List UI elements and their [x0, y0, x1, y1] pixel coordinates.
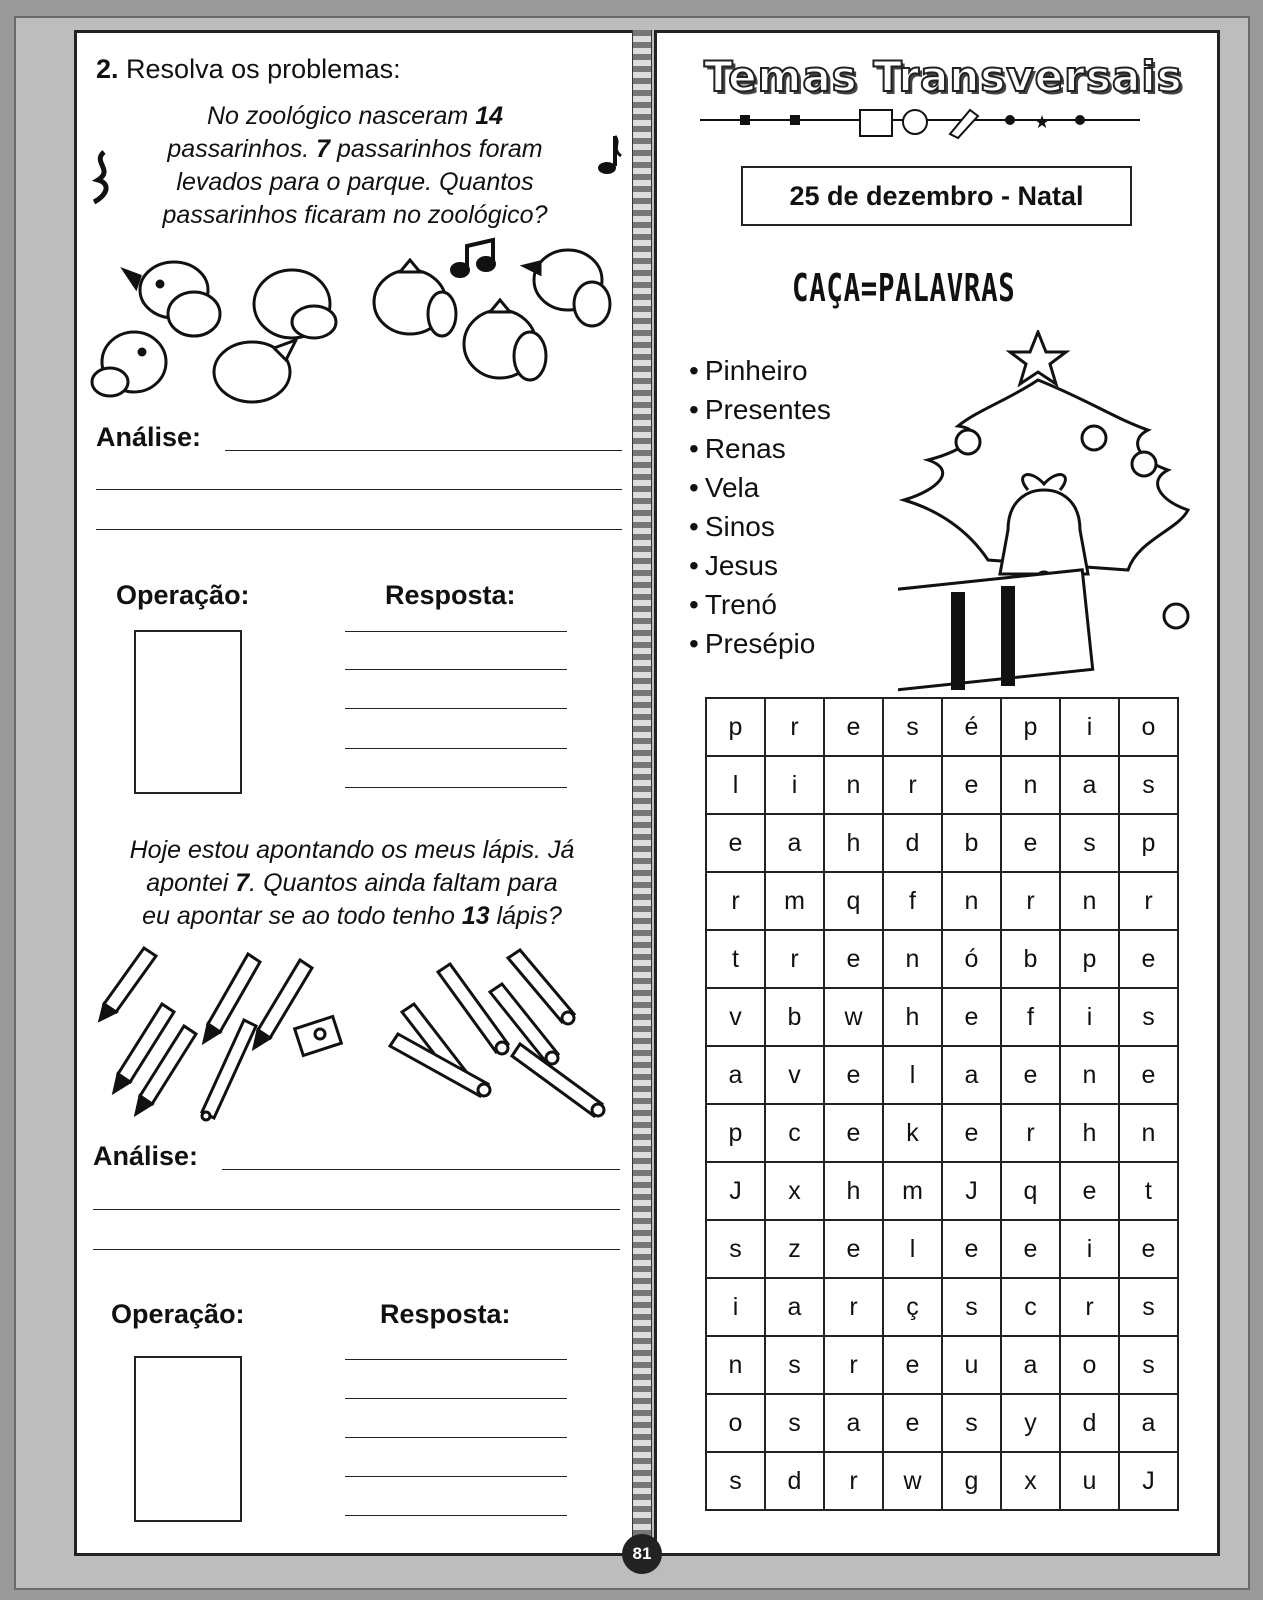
grid-cell[interactable]: i [1060, 988, 1119, 1046]
grid-cell[interactable]: d [883, 814, 942, 872]
grid-cell[interactable]: l [883, 1220, 942, 1278]
grid-cell[interactable]: e [1119, 1046, 1178, 1104]
page-number: 81 [622, 1534, 662, 1574]
grid-cell[interactable]: i [1060, 1220, 1119, 1278]
grid-cell[interactable]: k [883, 1104, 942, 1162]
grid-cell[interactable]: e [824, 1220, 883, 1278]
grid-cell[interactable]: e [824, 1104, 883, 1162]
grid-cell[interactable]: x [1001, 1452, 1060, 1510]
answer-line [222, 1169, 620, 1170]
grid-cell[interactable]: s [942, 1394, 1001, 1452]
analise-label: Análise: [93, 1141, 199, 1171]
grid-cell[interactable]: n [1001, 756, 1060, 814]
grid-cell[interactable]: a [765, 814, 824, 872]
grid-cell[interactable]: c [765, 1104, 824, 1162]
answer-line [345, 669, 567, 670]
grid-cell[interactable]: z [765, 1220, 824, 1278]
grid-cell[interactable]: d [765, 1452, 824, 1510]
grid-cell[interactable]: e [1001, 814, 1060, 872]
grid-cell[interactable]: s [706, 1220, 765, 1278]
grid-cell[interactable]: h [883, 988, 942, 1046]
grid-cell[interactable]: e [942, 988, 1001, 1046]
answer-line [93, 1209, 620, 1210]
bird-icon [524, 250, 610, 326]
answer-line [345, 631, 567, 632]
grid-cell[interactable]: a [824, 1394, 883, 1452]
grid-row [706, 872, 1178, 930]
star-icon [1010, 332, 1066, 384]
grid-cell[interactable]: n [1060, 872, 1119, 930]
grid-cell[interactable]: v [765, 1046, 824, 1104]
answer-line [96, 529, 622, 530]
grid-cell[interactable]: J [706, 1162, 765, 1220]
grid-cell[interactable]: h [824, 1162, 883, 1220]
answer-line [345, 708, 567, 709]
grid-cell[interactable]: r [765, 698, 824, 756]
grid-cell[interactable]: i [765, 756, 824, 814]
grid-cell[interactable]: e [1001, 1046, 1060, 1104]
grid-cell[interactable]: é [942, 698, 1001, 756]
resposta-label: Resposta: [385, 580, 516, 610]
list-item: • Pinheiro [689, 351, 831, 390]
answer-line [345, 1476, 567, 1477]
bird-icon [254, 270, 336, 338]
word-search-grid [705, 697, 1179, 1511]
grid-cell[interactable]: i [706, 1278, 765, 1336]
problem-2-text [96, 834, 608, 933]
grid-cell[interactable]: n [824, 756, 883, 814]
gift-icon [898, 570, 1093, 690]
grid-cell[interactable]: e [883, 1394, 942, 1452]
grid-cell[interactable]: a [765, 1278, 824, 1336]
list-item: • Presentes [689, 390, 831, 429]
grid-cell[interactable]: f [883, 872, 942, 930]
word-list [689, 351, 831, 663]
grid-row [706, 1336, 1178, 1394]
grid-cell[interactable]: h [1060, 1104, 1119, 1162]
grid-cell[interactable]: r [883, 756, 942, 814]
grid-cell[interactable]: m [765, 872, 824, 930]
grid-cell[interactable]: o [1060, 1336, 1119, 1394]
grid-row [706, 1162, 1178, 1220]
grid-cell[interactable]: o [1119, 698, 1178, 756]
grid-cell[interactable]: e [706, 814, 765, 872]
grid-cell[interactable]: a [1119, 1394, 1178, 1452]
grid-cell[interactable]: s [706, 1452, 765, 1510]
grid-cell[interactable]: a [1060, 756, 1119, 814]
grid-cell[interactable]: q [824, 872, 883, 930]
grid-cell[interactable]: e [942, 1220, 1001, 1278]
grid-cell[interactable]: a [942, 1046, 1001, 1104]
grid-cell[interactable]: a [1001, 1336, 1060, 1394]
answer-line [345, 1437, 567, 1438]
grid-cell[interactable]: s [1119, 1336, 1178, 1394]
grid-cell[interactable]: o [706, 1394, 765, 1452]
grid-cell[interactable]: r [1001, 872, 1060, 930]
grid-cell[interactable]: h [824, 814, 883, 872]
answer-line [345, 1359, 567, 1360]
list-item: • Sinos [689, 507, 831, 546]
grid-cell[interactable]: e [824, 930, 883, 988]
grid-row [706, 1046, 1178, 1104]
grid-cell[interactable]: v [706, 988, 765, 1046]
grid-cell[interactable]: e [824, 1046, 883, 1104]
grid-cell[interactable]: n [883, 930, 942, 988]
grid-cell[interactable]: s [942, 1278, 1001, 1336]
grid-cell[interactable]: w [883, 1452, 942, 1510]
grid-cell[interactable]: g [942, 1452, 1001, 1510]
analise-label: Análise: [96, 422, 202, 452]
grid-cell[interactable]: ó [942, 930, 1001, 988]
operacao-label: Operação: [111, 1299, 245, 1329]
problem-1-text [128, 100, 582, 232]
answer-line [225, 450, 622, 451]
problem-1-line: passarinhos ficaram no zoológico? [162, 201, 548, 229]
problem-2-line: eu apontar se ao todo tenho 13 lápis? [142, 902, 562, 930]
christmas-tree-icon [898, 330, 1198, 700]
grid-cell[interactable]: r [706, 872, 765, 930]
bird-icon [214, 340, 296, 402]
date-label: 25 de dezembro - Natal [741, 166, 1132, 226]
grid-cell[interactable]: e [1060, 1162, 1119, 1220]
grid-cell[interactable]: u [1060, 1452, 1119, 1510]
grid-cell[interactable]: n [706, 1336, 765, 1394]
grid-cell[interactable]: r [765, 930, 824, 988]
grid-cell[interactable]: e [1119, 1220, 1178, 1278]
grid-cell[interactable]: r [824, 1278, 883, 1336]
grid-cell[interactable]: d [1060, 1394, 1119, 1452]
section-title: Resolva os problemas: [126, 54, 401, 84]
grid-cell[interactable]: e [883, 1336, 942, 1394]
grid-cell[interactable]: n [1060, 1046, 1119, 1104]
list-item: • Renas [689, 429, 831, 468]
grid-cell[interactable]: r [1001, 1104, 1060, 1162]
grid-cell[interactable]: e [1119, 930, 1178, 988]
grid-cell[interactable]: r [1060, 1278, 1119, 1336]
grid-cell[interactable]: r [824, 1452, 883, 1510]
grid-cell[interactable]: s [883, 698, 942, 756]
answer-line [345, 1398, 567, 1399]
bird-icon [92, 332, 166, 396]
bird-icon [124, 262, 220, 336]
music-note-icon [452, 240, 494, 276]
grid-cell[interactable]: n [942, 872, 1001, 930]
grid-cell[interactable]: c [1001, 1278, 1060, 1336]
answer-line [93, 1249, 620, 1250]
grid-cell[interactable]: p [706, 1104, 765, 1162]
grid-cell[interactable]: J [1119, 1452, 1178, 1510]
grid-cell[interactable]: w [824, 988, 883, 1046]
grid-cell[interactable]: s [765, 1336, 824, 1394]
grid-cell[interactable]: p [1119, 814, 1178, 872]
grid-row [706, 756, 1178, 814]
answer-line [345, 748, 567, 749]
grid-cell[interactable]: ç [883, 1278, 942, 1336]
problem-2-line: apontei 7. Quantos ainda faltam para [146, 869, 558, 897]
grid-cell[interactable]: e [942, 1104, 1001, 1162]
grid-cell[interactable]: e [824, 698, 883, 756]
grid-cell[interactable]: s [1119, 988, 1178, 1046]
grid-cell[interactable]: t [1119, 1162, 1178, 1220]
grid-row [706, 814, 1178, 872]
grid-row [706, 1394, 1178, 1452]
grid-row [706, 1104, 1178, 1162]
operacao-label: Operação: [116, 580, 250, 610]
grid-cell[interactable]: s [765, 1394, 824, 1452]
music-note-icon [585, 134, 625, 188]
sharpener-icon [295, 1017, 342, 1056]
banner-decoration [700, 106, 1160, 146]
problem-1-line: No zoológico nasceram 14 [206, 102, 503, 130]
grid-cell[interactable]: y [1001, 1394, 1060, 1452]
operation-box[interactable] [134, 630, 242, 794]
grid-cell[interactable]: t [706, 930, 765, 988]
grid-cell[interactable]: e [1001, 1220, 1060, 1278]
banner-title: Temas Transversais [704, 52, 1183, 101]
grid-cell[interactable]: p [1001, 698, 1060, 756]
list-item: • Presépio [689, 624, 831, 663]
resposta-label: Resposta: [380, 1299, 511, 1329]
grid-cell[interactable]: b [942, 814, 1001, 872]
grid-row [706, 1452, 1178, 1510]
grid-cell[interactable]: l [883, 1046, 942, 1104]
grid-cell[interactable]: q [1001, 1162, 1060, 1220]
pencil-icon [438, 964, 508, 1054]
section-number: 2. [96, 54, 119, 84]
list-item: • Jesus [689, 546, 831, 585]
grid-cell[interactable]: r [824, 1336, 883, 1394]
grid-cell[interactable]: f [1001, 988, 1060, 1046]
grid-cell[interactable]: s [1119, 756, 1178, 814]
puzzle-title: CAÇA=PALAVRAS [792, 266, 1016, 310]
grid-cell[interactable]: p [706, 698, 765, 756]
grid-row [706, 698, 1178, 756]
grid-row [706, 1220, 1178, 1278]
grid-cell[interactable]: l [706, 756, 765, 814]
pencils-illustration [88, 944, 628, 1144]
grid-cell[interactable]: e [942, 756, 1001, 814]
grid-cell[interactable]: b [1001, 930, 1060, 988]
list-item: • Trenó [689, 585, 831, 624]
grid-cell[interactable]: s [1119, 1278, 1178, 1336]
answer-line [96, 489, 622, 490]
grid-cell[interactable]: b [765, 988, 824, 1046]
grid-cell[interactable]: a [706, 1046, 765, 1104]
grid-cell[interactable]: x [765, 1162, 824, 1220]
music-note-icon [86, 148, 120, 208]
bird-icon [374, 260, 456, 336]
grid-cell[interactable]: i [1060, 698, 1119, 756]
pencil-icon [100, 948, 156, 1020]
problem-1-line: passarinhos. 7 passarinhos foram [167, 135, 543, 163]
grid-cell[interactable]: u [942, 1336, 1001, 1394]
list-item: • Vela [689, 468, 831, 507]
problem-2-line: Hoje estou apontando os meus lápis. Já [129, 836, 575, 864]
answer-line [345, 787, 567, 788]
grid-row [706, 1278, 1178, 1336]
grid-cell[interactable]: m [883, 1162, 942, 1220]
grid-row [706, 930, 1178, 988]
section-heading [96, 54, 401, 85]
star-icon: ★ [1034, 112, 1051, 132]
grid-cell[interactable]: p [1060, 930, 1119, 988]
birds-illustration [82, 232, 622, 422]
grid-cell[interactable]: J [942, 1162, 1001, 1220]
operation-box[interactable] [134, 1356, 242, 1522]
grid-row [706, 988, 1178, 1046]
book-spine [632, 30, 652, 1556]
bird-icon [464, 300, 546, 380]
grid-cell[interactable]: n [1119, 1104, 1178, 1162]
grid-cell[interactable]: r [1119, 872, 1178, 930]
grid-cell[interactable]: s [1060, 814, 1119, 872]
answer-line [345, 1515, 567, 1516]
problem-1-line: levados para o parque. Quantos [176, 168, 534, 196]
